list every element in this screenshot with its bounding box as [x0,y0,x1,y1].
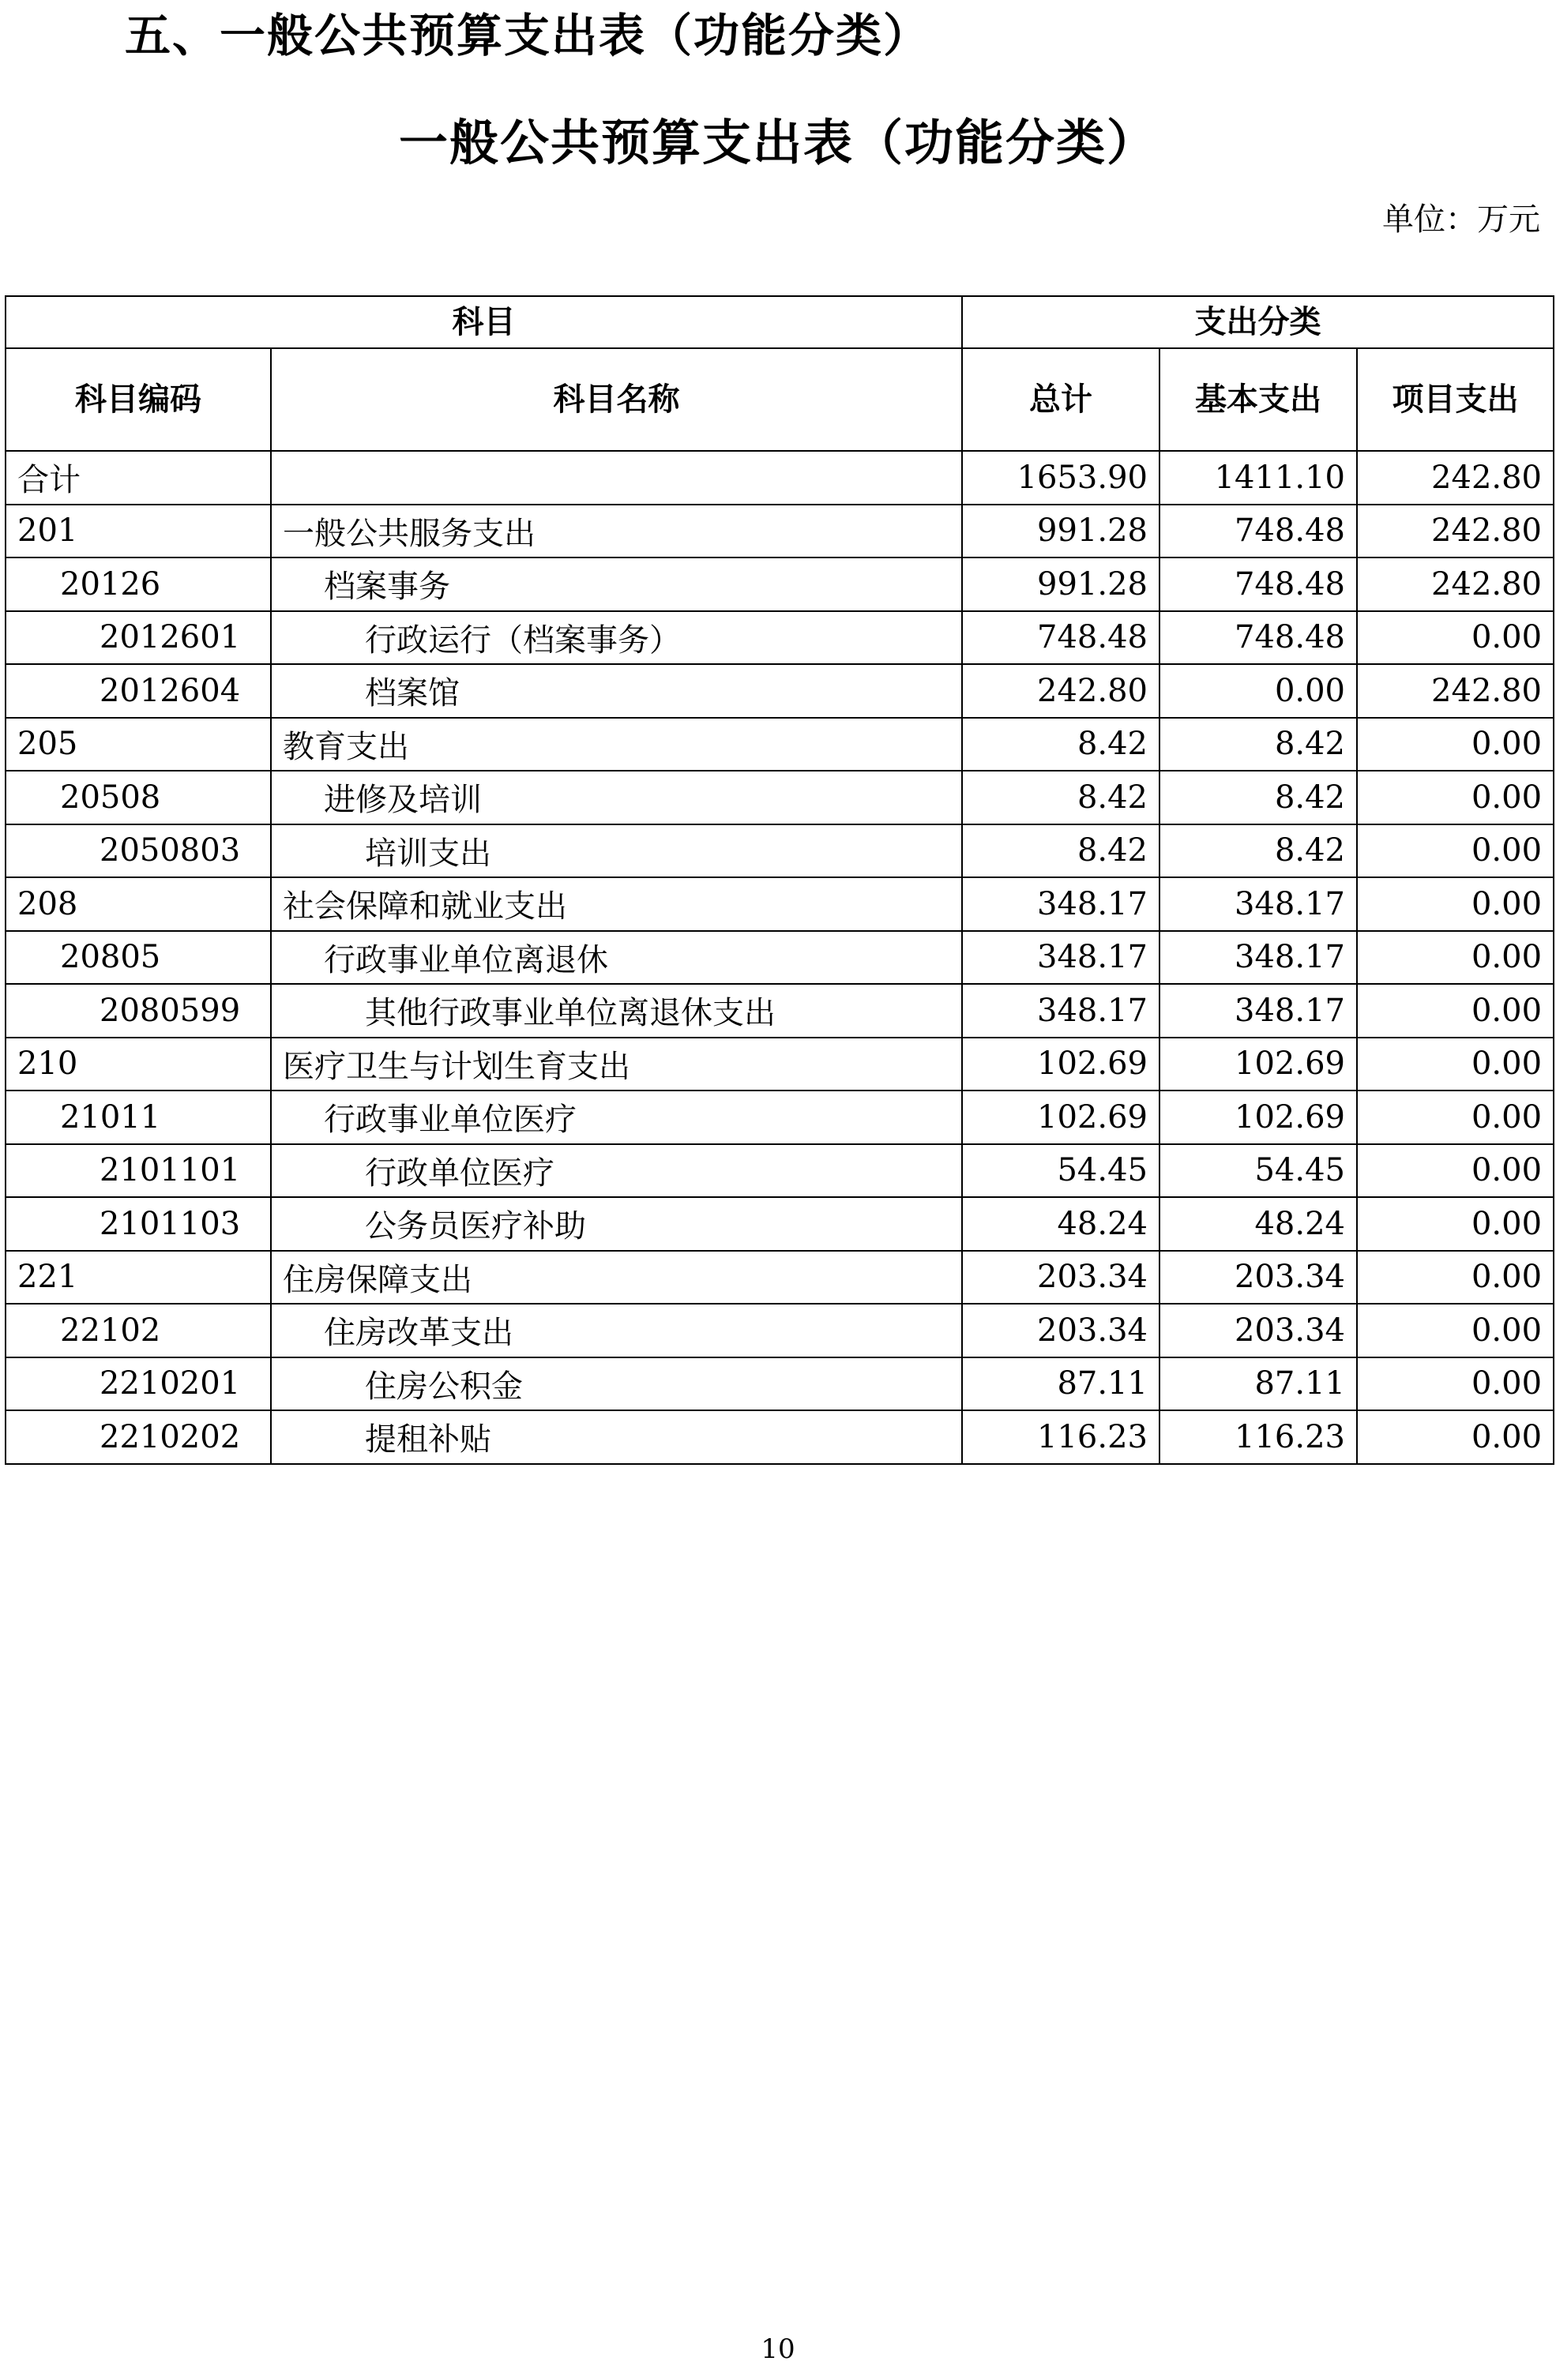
header-name: 科目名称 [271,348,962,451]
table-row [6,877,1554,931]
table-row [6,1251,1554,1304]
cell-code: 20508 [6,771,271,824]
table-row [6,1197,1554,1251]
cell-total: 8.42 [962,771,1159,824]
cell-project: 0.00 [1357,824,1554,878]
table-row [6,451,1554,505]
cell-code: 201 [6,505,271,558]
cell-project: 0.00 [1357,1304,1554,1357]
cell-project: 0.00 [1357,931,1554,985]
cell-name: 住房公积金 [271,1357,962,1411]
cell-total: 102.69 [962,1091,1159,1144]
cell-basic: 54.45 [1159,1144,1357,1198]
table-body [6,451,1554,1464]
cell-name: 住房改革支出 [271,1304,962,1357]
cell-total: 54.45 [962,1144,1159,1198]
table-row [6,931,1554,985]
cell-code: 2101101 [6,1144,271,1198]
cell-total: 102.69 [962,1038,1159,1091]
table-row [6,557,1554,611]
unit-label: 单位：万元 [1382,201,1540,238]
cell-name: 一般公共服务支出 [271,505,962,558]
cell-basic: 48.24 [1159,1197,1357,1251]
cell-project: 0.00 [1357,1038,1554,1091]
cell-project: 242.80 [1357,557,1554,611]
cell-basic: 8.42 [1159,824,1357,878]
cell-project: 0.00 [1357,1144,1554,1198]
table-row [6,771,1554,824]
cell-code: 20126 [6,557,271,611]
cell-project: 0.00 [1357,877,1554,931]
cell-code: 210 [6,1038,271,1091]
cell-code: 2050803 [6,824,271,878]
cell-project: 0.00 [1357,1251,1554,1304]
cell-code: 2210201 [6,1357,271,1411]
cell-code: 2012601 [6,611,271,665]
cell-total: 991.28 [962,557,1159,611]
cell-name: 提租补贴 [271,1410,962,1464]
cell-name: 进修及培训 [271,771,962,824]
cell-basic: 348.17 [1159,877,1357,931]
cell-total: 8.42 [962,824,1159,878]
cell-basic: 87.11 [1159,1357,1357,1411]
section-heading: 五、一般公共预算支出表（功能分类） [125,9,931,62]
cell-project: 242.80 [1357,451,1554,505]
cell-basic: 116.23 [1159,1410,1357,1464]
cell-total: 348.17 [962,984,1159,1038]
cell-total: 1653.90 [962,451,1159,505]
cell-basic: 102.69 [1159,1038,1357,1091]
cell-code: 2012604 [6,664,271,718]
table-row [6,1091,1554,1144]
table-row [6,1304,1554,1357]
cell-code: 208 [6,877,271,931]
cell-project: 0.00 [1357,1410,1554,1464]
cell-project: 0.00 [1357,718,1554,771]
table-row [6,1410,1554,1464]
cell-code: 20805 [6,931,271,985]
cell-name: 档案事务 [271,557,962,611]
table-row [6,664,1554,718]
header-project: 项目支出 [1357,348,1554,451]
cell-name: 培训支出 [271,824,962,878]
header-row-columns [6,348,1554,451]
page-number: 10 [761,2333,795,2365]
table-row [6,611,1554,665]
cell-total: 348.17 [962,931,1159,985]
cell-code: 2210202 [6,1410,271,1464]
cell-project: 0.00 [1357,611,1554,665]
table-title: 一般公共预算支出表（功能分类） [398,114,1157,171]
cell-basic: 748.48 [1159,611,1357,665]
cell-name: 行政单位医疗 [271,1144,962,1198]
cell-name: 行政事业单位离退休 [271,931,962,985]
table-row [6,718,1554,771]
cell-basic: 203.34 [1159,1304,1357,1357]
cell-total: 87.11 [962,1357,1159,1411]
cell-project: 0.00 [1357,1197,1554,1251]
cell-basic: 748.48 [1159,505,1357,558]
cell-total: 8.42 [962,718,1159,771]
header-basic: 基本支出 [1159,348,1357,451]
cell-code: 合计 [6,451,271,505]
cell-basic: 348.17 [1159,984,1357,1038]
header-subject-group: 科目 [6,296,962,348]
cell-total: 991.28 [962,505,1159,558]
cell-code: 205 [6,718,271,771]
cell-basic: 748.48 [1159,557,1357,611]
cell-basic: 0.00 [1159,664,1357,718]
header-row-groups [6,296,1554,348]
table-row [6,1144,1554,1198]
cell-total: 203.34 [962,1304,1159,1357]
cell-basic: 8.42 [1159,771,1357,824]
cell-name: 医疗卫生与计划生育支出 [271,1038,962,1091]
cell-code: 221 [6,1251,271,1304]
cell-basic: 8.42 [1159,718,1357,771]
cell-project: 242.80 [1357,664,1554,718]
cell-name [271,451,962,505]
cell-total: 116.23 [962,1410,1159,1464]
cell-total: 48.24 [962,1197,1159,1251]
cell-project: 0.00 [1357,984,1554,1038]
cell-project: 242.80 [1357,505,1554,558]
cell-basic: 1411.10 [1159,451,1357,505]
cell-code: 2101103 [6,1197,271,1251]
budget-table [5,295,1554,1465]
table-row [6,505,1554,558]
cell-project: 0.00 [1357,1357,1554,1411]
cell-name: 社会保障和就业支出 [271,877,962,931]
cell-total: 348.17 [962,877,1159,931]
cell-total: 748.48 [962,611,1159,665]
header-expense-group: 支出分类 [962,296,1554,348]
table-row [6,824,1554,878]
table-row [6,1038,1554,1091]
table-row [6,1357,1554,1411]
cell-name: 档案馆 [271,664,962,718]
cell-name: 教育支出 [271,718,962,771]
cell-project: 0.00 [1357,1091,1554,1144]
cell-code: 2080599 [6,984,271,1038]
cell-name: 住房保障支出 [271,1251,962,1304]
cell-code: 22102 [6,1304,271,1357]
cell-basic: 203.34 [1159,1251,1357,1304]
table-row [6,984,1554,1038]
cell-name: 其他行政事业单位离退休支出 [271,984,962,1038]
cell-basic: 348.17 [1159,931,1357,985]
cell-basic: 102.69 [1159,1091,1357,1144]
cell-name: 公务员医疗补助 [271,1197,962,1251]
cell-total: 242.80 [962,664,1159,718]
cell-name: 行政事业单位医疗 [271,1091,962,1144]
cell-name: 行政运行（档案事务） [271,611,962,665]
cell-total: 203.34 [962,1251,1159,1304]
header-code: 科目编码 [6,348,271,451]
cell-code: 21011 [6,1091,271,1144]
header-total: 总计 [962,348,1159,451]
cell-project: 0.00 [1357,771,1554,824]
